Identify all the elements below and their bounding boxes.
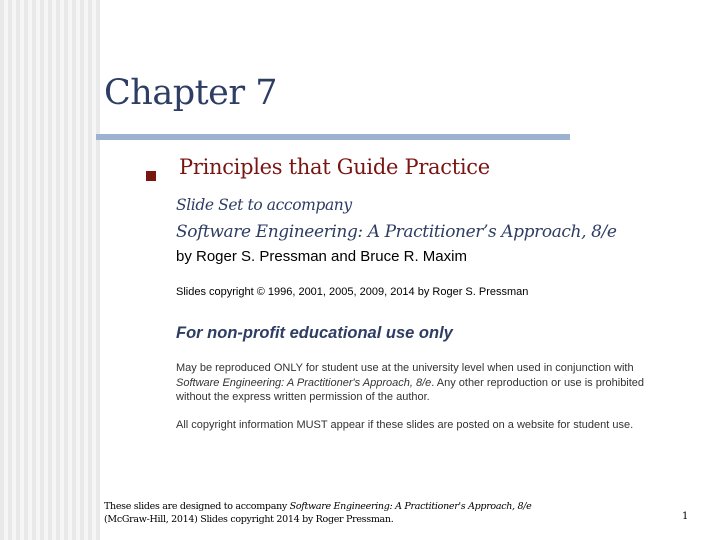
book-title: Software Engineering: A Practitioner’s Approach, 8/e: [176, 222, 617, 242]
copyright-notice-paragraph: All copyright information MUST appear if these slides are posted on a website for student use.: [176, 419, 634, 431]
reproduction-text-start: May be reproduced ONLY for student use at the university level when used in conjunction with: [176, 362, 634, 374]
slide-subtitle: Principles that Guide Practice: [179, 155, 490, 179]
reproduction-text-end: . Any other reproduction or use is prohibited without the express written permission of the author.: [176, 376, 645, 403]
footer-book-title: Software Engineering: A Practitioner's Approach, 8/e: [289, 501, 532, 512]
footer-text-start: These slides are designed to accompany: [104, 501, 290, 512]
square-bullet-icon: [146, 171, 156, 181]
slide-title: Chapter 7: [104, 73, 277, 113]
accompany-text: Slide Set to accompany: [176, 196, 352, 214]
nonprofit-notice: For non-profit educational use only: [176, 324, 453, 342]
page-number: 1: [682, 511, 689, 522]
slide-footer: [104, 500, 534, 526]
title-underline-rule: [96, 134, 570, 140]
reproduction-book-title: Software Engineering: A Practitioner's Approach, 8/e: [176, 376, 432, 389]
authors-text: by Roger S. Pressman and Bruce R. Maxim: [176, 248, 467, 265]
footer-text-end: (McGraw-Hill, 2014) Slides copyright 2014 by Roger Pressman.: [104, 514, 394, 525]
copyright-text: Slides copyright © 1996, 2001, 2005, 2009, 2014 by Roger S. Pressman: [176, 286, 529, 298]
reproduction-paragraph: [176, 361, 676, 405]
left-stripe-decoration: [0, 0, 100, 540]
